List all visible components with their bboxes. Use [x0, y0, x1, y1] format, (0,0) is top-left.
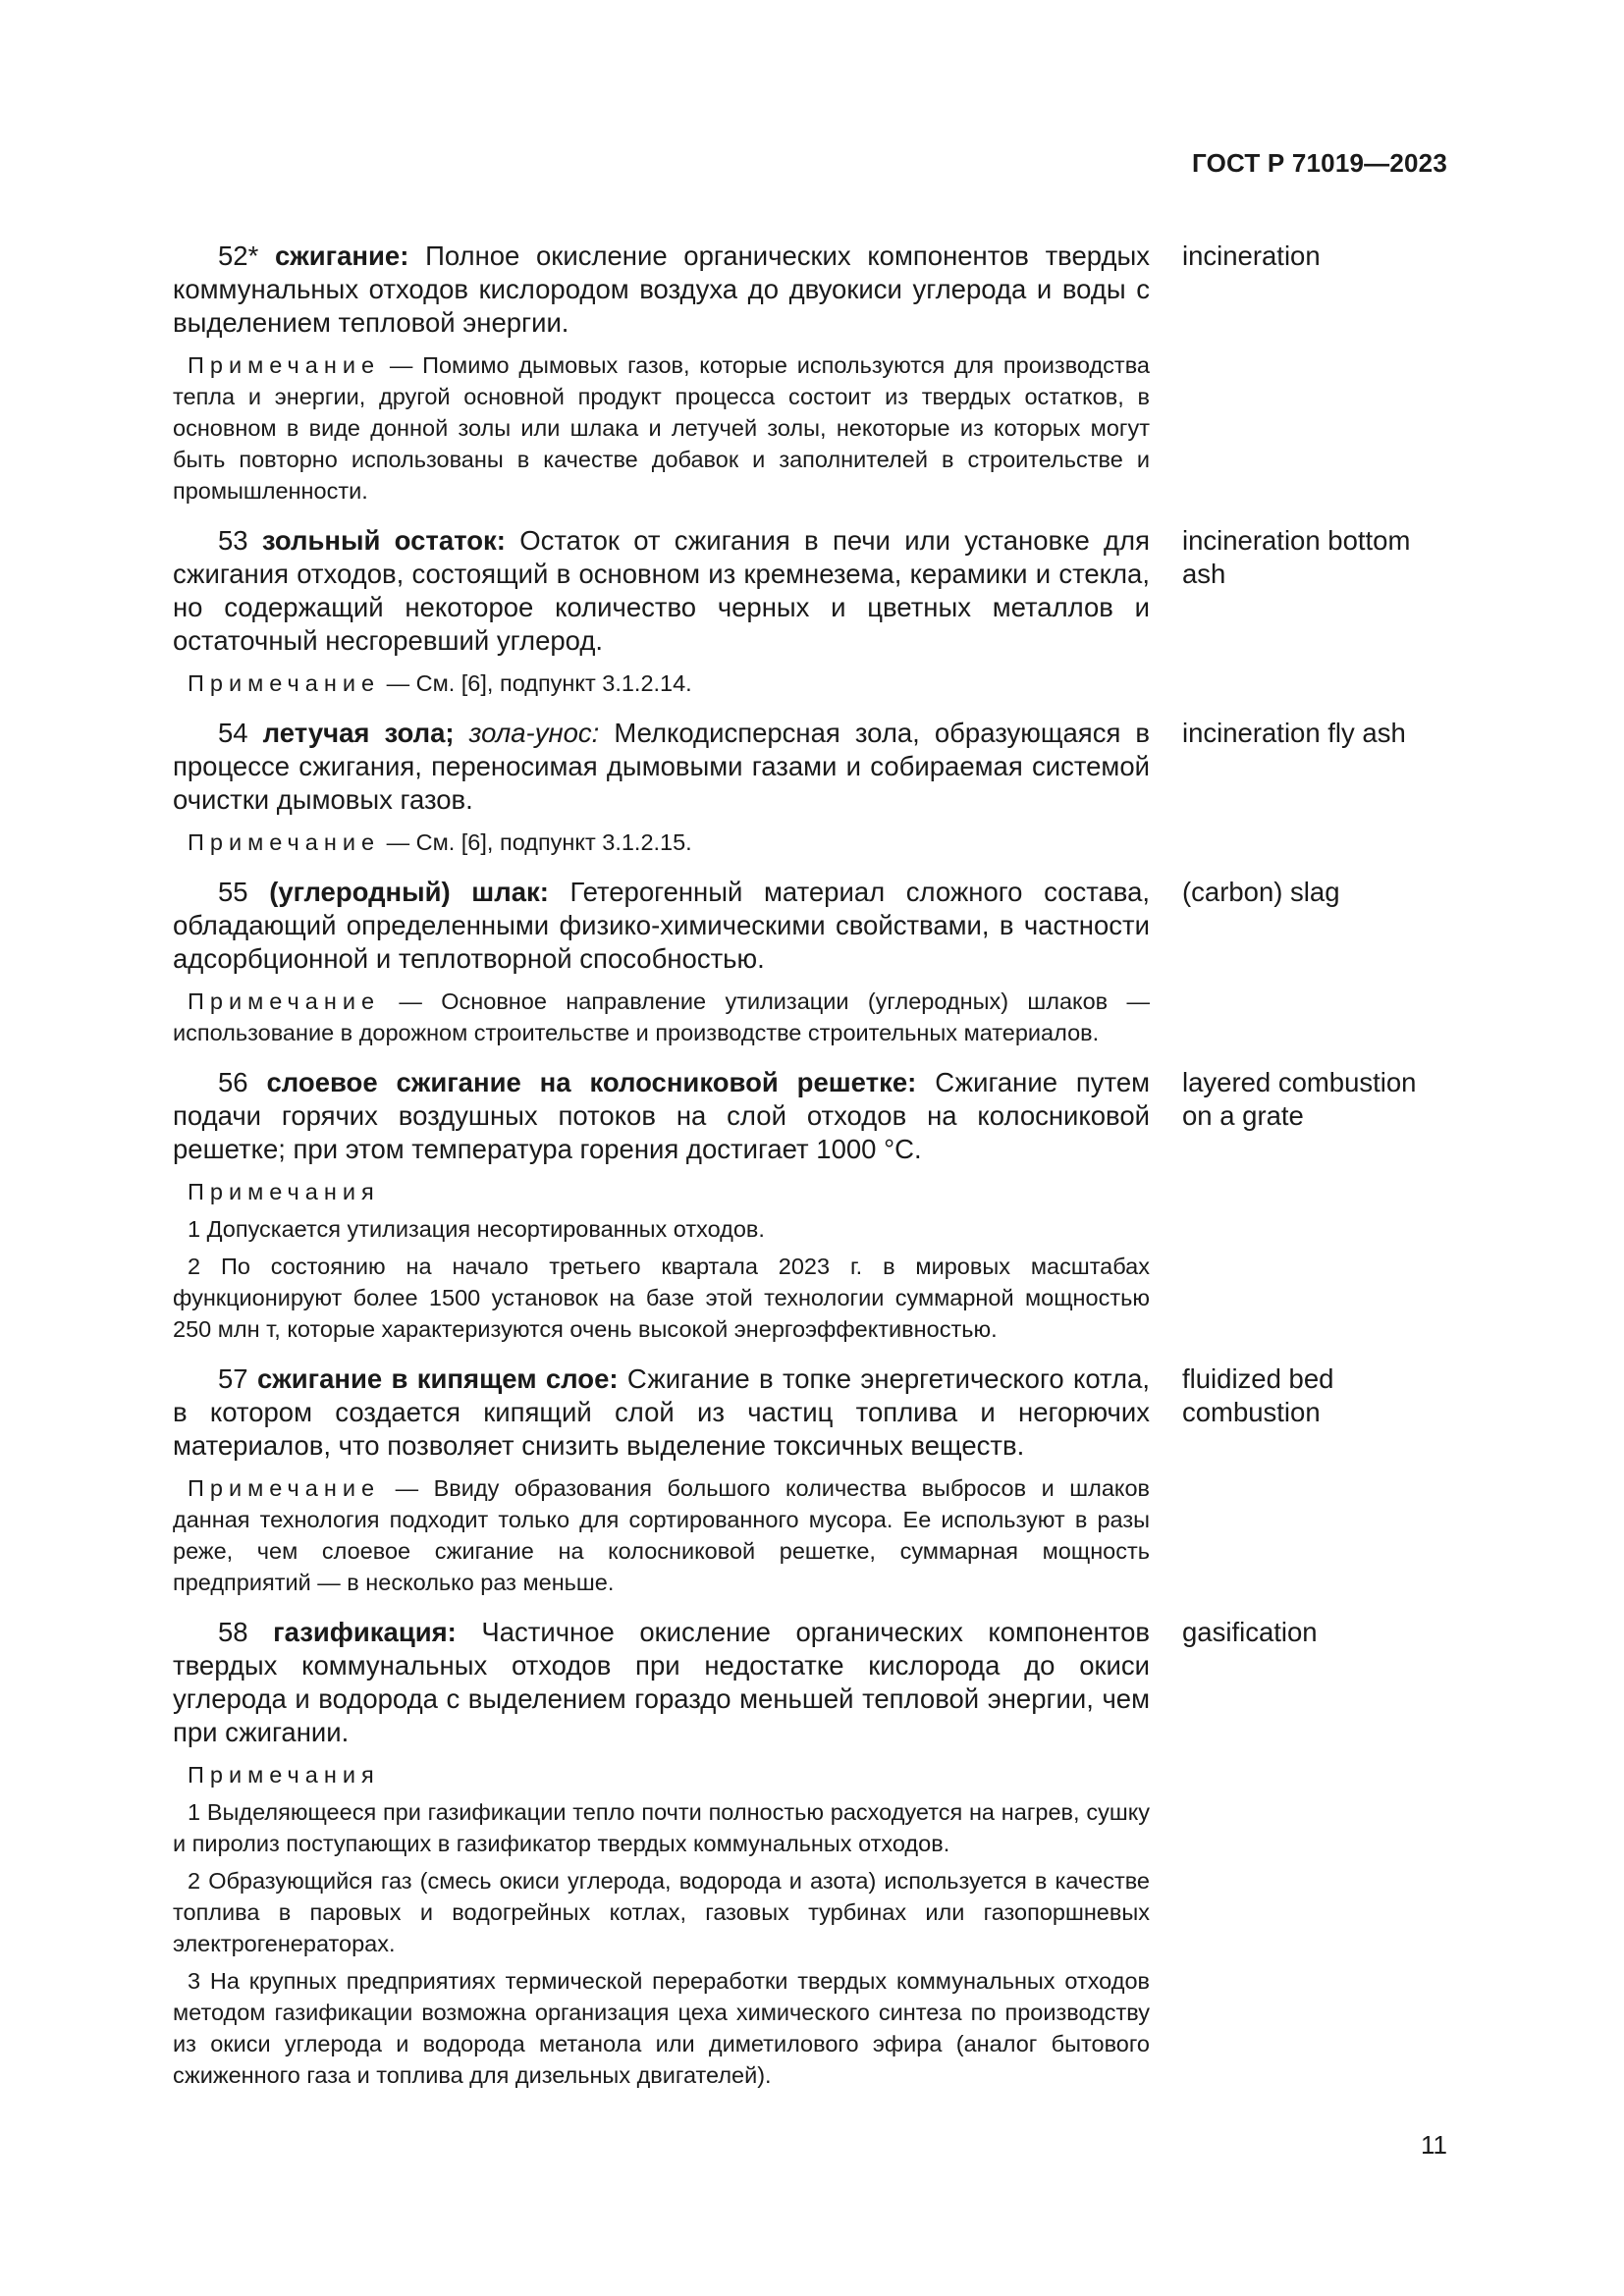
note-item: 1 Выделяющееся при газификации тепло почти полностью расходуется на нагрев, сушку и пиролиз поступающих в газификатор твердых коммунальных отходов. — [173, 1799, 1150, 1856]
term-entry-56 — [173, 1066, 1449, 1166]
english-equivalent: incineration fly ash — [1182, 718, 1406, 748]
english-equivalent: gasification — [1182, 1617, 1318, 1647]
term-definition — [173, 1362, 1150, 1463]
term-note — [173, 1472, 1150, 1598]
definition-text: Гетерогенный материал сложного состава, обладающий определенными физико-химическими свойствами, в частности адсорбционной и теплотворной способностью. — [173, 877, 1151, 974]
document-code: ГОСТ Р 71019—2023 — [1192, 148, 1447, 178]
term-note — [173, 827, 1150, 858]
term-name: газификация: — [273, 1617, 457, 1647]
term-name: слоевое сжигание на колосниковой решетке: — [266, 1067, 917, 1097]
term-number: 55 — [218, 877, 248, 907]
term-number: 54 — [218, 718, 248, 748]
english-equivalent: (carbon) slag — [1182, 877, 1340, 907]
term-alternative: зола-унос: — [468, 718, 600, 748]
note-label: Примечание — [188, 829, 381, 855]
term-number: 56 — [218, 1067, 248, 1097]
definition-text: Полное окисление органических компонентов твердых коммунальных отходов кислородом воздуха до двуокиси углерода и воды с выделением тепловой энергии. — [173, 240, 1151, 338]
terms-list — [173, 240, 1449, 2091]
note-item: 2 По состоянию на начало третьего квартала 2023 г. в мировых масштабах функционируют более 1500 установок на базе этой технологии суммарной мощностью 250 млн т, которые характеризуются очень высокой энергоэффективностью. — [173, 1254, 1150, 1342]
term-name: сжигание: — [274, 240, 409, 271]
definition-text: Остаток от сжигания в печи или установке для сжигания отходов, состоящий в основном из кремнезема, керамики и стекла, но содержащий некоторое количество черных и цветных металлов и остаточный несгоревший углерод. — [173, 525, 1150, 656]
term-entry-58 — [173, 1616, 1449, 1749]
term-entry-55 — [173, 876, 1449, 976]
note-text: — Помимо дымовых газов, которые используются для производства тепла и энергии, другой основной продукт процесса состоит из твердых остатков, в основном в виде донной золы или шлака и летучей золы, некоторые из которых могут быть повторно использованы в качестве добавок и заполнителей в строительстве и промышленности. — [173, 352, 1150, 504]
term-definition — [173, 524, 1150, 658]
note-item: 2 Образующийся газ (смесь окиси углерода, водорода и азота) используется в качестве топлива в паровых и водогрейных котлах, газовых турбинах или газопоршневых электрогенераторах. — [173, 1868, 1150, 1956]
definition-text: Частичное окисление органических компонентов твердых коммунальных отходов при недостатке кислорода до окиси углерода и водорода с выделением гораздо меньшей тепловой энергии, чем при сжигании. — [173, 1617, 1151, 1747]
term-number: 58 — [218, 1617, 248, 1647]
term-note — [173, 667, 1150, 699]
english-equivalent: incineration bottom ash — [1182, 525, 1411, 589]
term-definition — [173, 240, 1150, 340]
term-definition — [173, 876, 1150, 976]
note-text: — См. [6], подпункт 3.1.2.15. — [386, 829, 692, 855]
term-name: летучая зола; — [262, 718, 455, 748]
term-name: зольный остаток: — [261, 525, 506, 556]
note-label: Примечание — [188, 1475, 381, 1501]
term-entry-53 — [173, 524, 1449, 658]
term-note — [173, 986, 1150, 1048]
note-text: — См. [6], подпункт 3.1.2.14. — [386, 670, 692, 696]
definition-text: Сжигание в топке энергетического котла, в котором создается кипящий слой из частиц топлива и негорючих материалов, что позволяет снизить выделение токсичных веществ. — [173, 1363, 1151, 1461]
term-definition — [173, 1066, 1150, 1166]
english-equivalent: incineration — [1182, 240, 1321, 271]
note-label: Примечание — [188, 352, 381, 378]
note-item: 1 Допускается утилизация несортированных отходов. — [188, 1216, 765, 1242]
english-equivalent: layered combustion on a grate — [1182, 1067, 1417, 1131]
term-entry-54 — [173, 717, 1449, 817]
note-item: 3 На крупных предприятиях термической переработки твердых коммунальных отходов методом газификации возможна организация цеха химического синтеза по производству из окиси углерода и водорода метанола или диметилового эфира (аналог бытового сжиженного газа и топлива для дизельных двигателей). — [173, 1968, 1150, 2088]
term-entry-57 — [173, 1362, 1449, 1463]
note-label: Примечание — [188, 988, 381, 1014]
term-note — [173, 349, 1150, 507]
definition-text: Сжигание путем подачи горячих воздушных потоков на слой отходов на колосниковой решетке; при этом температура горения достигает 1000 °С. — [173, 1067, 1151, 1164]
term-definition — [173, 1616, 1150, 1749]
term-number: 53 — [218, 525, 248, 556]
notes-label: Примечания — [188, 1179, 380, 1204]
notes-label: Примечания — [188, 1762, 380, 1788]
term-number: 52* — [218, 240, 259, 271]
term-entry-52 — [173, 240, 1449, 340]
note-text: — Ввиду образования большого количества выбросов и шлаков данная технология подходит только для сортированного мусора. Ее используют в разы реже, чем слоевое сжигание на колосниковой решетке, суммарная мощность предприятий — в несколько раз меньше. — [173, 1475, 1151, 1595]
term-name: (углеродный) шлак: — [269, 877, 549, 907]
page-number: 11 — [1421, 2130, 1447, 2160]
term-number: 57 — [218, 1363, 248, 1394]
note-text: — Основное направление утилизации (углеродных) шлаков — использование в дорожном строительстве и производстве строительных материалов. — [173, 988, 1150, 1045]
term-name: сжигание в кипящем слое: — [256, 1363, 619, 1394]
english-equivalent: fluidized bed combustion — [1182, 1363, 1334, 1427]
note-label: Примечание — [188, 670, 381, 696]
term-definition — [173, 717, 1150, 817]
definition-text: Мелкодисперсная зола, образующаяся в процессе сжигания, переносимая дымовыми газами и собираемая системой очистки дымовых газов. — [173, 718, 1151, 815]
